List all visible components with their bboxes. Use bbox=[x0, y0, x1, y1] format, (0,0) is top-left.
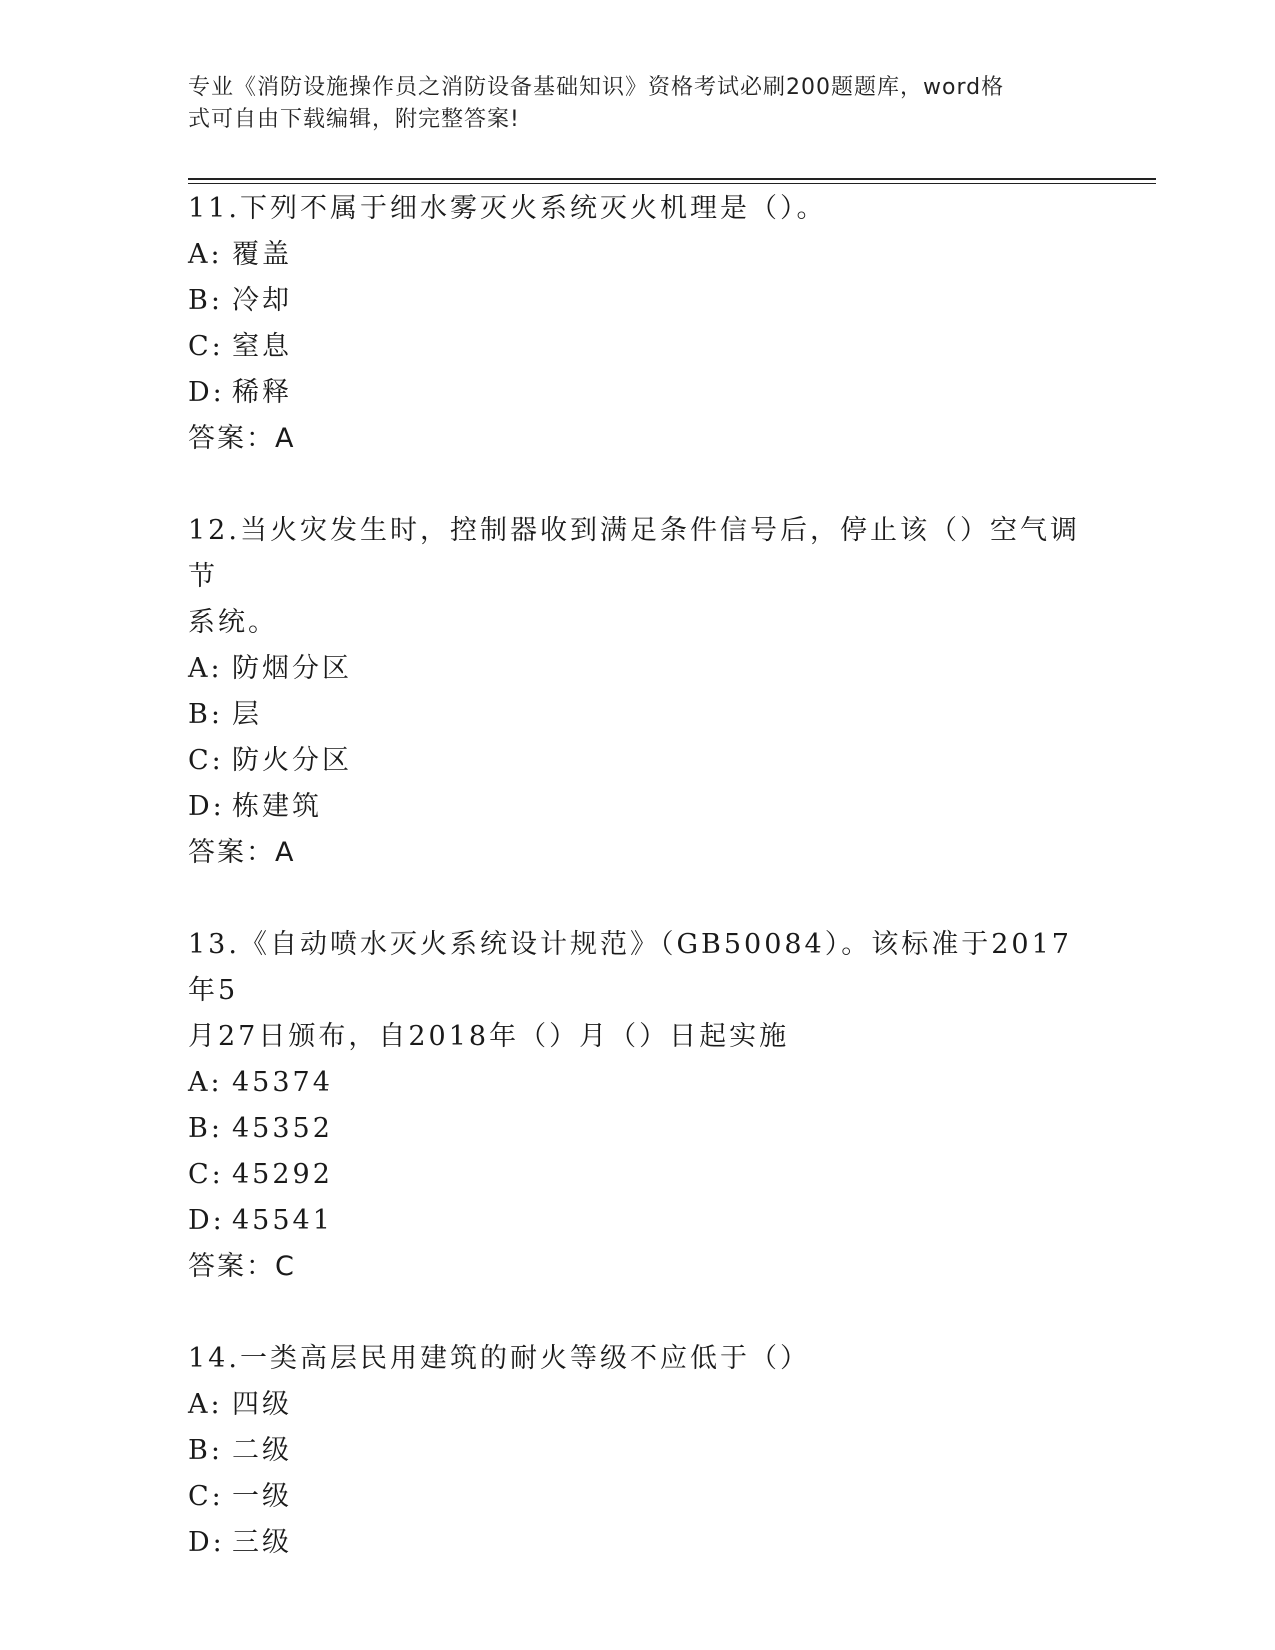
option-text: 二级 bbox=[232, 1435, 292, 1466]
header-line-2: 式可自由下载编辑，附完整答案! bbox=[188, 107, 520, 132]
option-text: 防火分区 bbox=[232, 745, 352, 776]
option-text: 三级 bbox=[232, 1527, 292, 1558]
option-key: C: bbox=[188, 331, 224, 362]
option-a bbox=[188, 232, 1088, 278]
option-a bbox=[188, 646, 1088, 692]
question-14 bbox=[188, 1336, 1088, 1566]
header-divider-thick bbox=[188, 178, 1156, 180]
option-key: C: bbox=[188, 745, 224, 776]
option-key: D: bbox=[188, 1205, 225, 1236]
option-key: A: bbox=[188, 1067, 223, 1098]
option-d bbox=[188, 784, 1088, 830]
option-b bbox=[188, 1428, 1088, 1474]
option-b bbox=[188, 692, 1088, 738]
question-stem-line: 13.《自动喷水灭火系统设计规范》（GB50084）。该标准于2017年5 bbox=[188, 929, 1072, 1006]
option-c bbox=[188, 1152, 1088, 1198]
option-key: D: bbox=[188, 791, 225, 822]
question-11 bbox=[188, 186, 1088, 462]
option-key: A: bbox=[188, 653, 223, 684]
option-text: 45374 bbox=[232, 1067, 333, 1098]
answer-line: 答案：A bbox=[188, 837, 296, 868]
option-b bbox=[188, 278, 1088, 324]
header-divider-thin bbox=[188, 183, 1156, 184]
option-text: 防烟分区 bbox=[232, 653, 352, 684]
option-key: D: bbox=[188, 1527, 225, 1558]
option-text: 稀释 bbox=[232, 377, 292, 408]
option-b bbox=[188, 1106, 1088, 1152]
option-c bbox=[188, 738, 1088, 784]
header-line-1: 专业《消防设施操作员之消防设备基础知识》资格考试必刷200题题库，word格 bbox=[188, 75, 1005, 100]
question-12 bbox=[188, 508, 1088, 876]
option-text: 覆盖 bbox=[232, 239, 292, 270]
answer-line: 答案：C bbox=[188, 1251, 296, 1282]
option-d bbox=[188, 370, 1088, 416]
option-d bbox=[188, 1520, 1088, 1566]
option-c bbox=[188, 1474, 1088, 1520]
option-key: C: bbox=[188, 1159, 224, 1190]
question-stem-line: 月27日颁布，自2018年（）月（）日起实施 bbox=[188, 1021, 790, 1052]
option-text: 窒息 bbox=[232, 331, 292, 362]
option-text: 冷却 bbox=[232, 285, 292, 316]
option-key: B: bbox=[188, 699, 223, 730]
option-text: 层 bbox=[232, 699, 262, 730]
option-text: 四级 bbox=[232, 1389, 292, 1420]
option-key: D: bbox=[188, 377, 225, 408]
option-text: 栋建筑 bbox=[232, 791, 322, 822]
option-d bbox=[188, 1198, 1088, 1244]
question-stem-line: 11.下列不属于细水雾灭火系统灭火机理是（）。 bbox=[188, 193, 827, 224]
option-key: B: bbox=[188, 1435, 223, 1466]
option-text: 45541 bbox=[232, 1205, 333, 1236]
option-c bbox=[188, 324, 1088, 370]
option-key: C: bbox=[188, 1481, 224, 1512]
option-a bbox=[188, 1060, 1088, 1106]
option-text: 45352 bbox=[232, 1113, 333, 1144]
question-stem-line: 系统。 bbox=[188, 607, 278, 638]
option-key: B: bbox=[188, 1113, 223, 1144]
answer-line: 答案：A bbox=[188, 423, 296, 454]
question-13 bbox=[188, 922, 1088, 1290]
option-a bbox=[188, 1382, 1088, 1428]
question-stem-line: 12.当火灾发生时，控制器收到满足条件信号后，停止该（）空气调节 bbox=[188, 515, 1080, 592]
option-key: A: bbox=[188, 1389, 223, 1420]
option-key: B: bbox=[188, 285, 223, 316]
document-header bbox=[188, 72, 1068, 136]
option-text: 一级 bbox=[232, 1481, 292, 1512]
question-stem-line: 14.一类高层民用建筑的耐火等级不应低于（） bbox=[188, 1343, 810, 1374]
option-key: A: bbox=[188, 239, 223, 270]
option-text: 45292 bbox=[232, 1159, 333, 1190]
question-list bbox=[188, 186, 1088, 1612]
